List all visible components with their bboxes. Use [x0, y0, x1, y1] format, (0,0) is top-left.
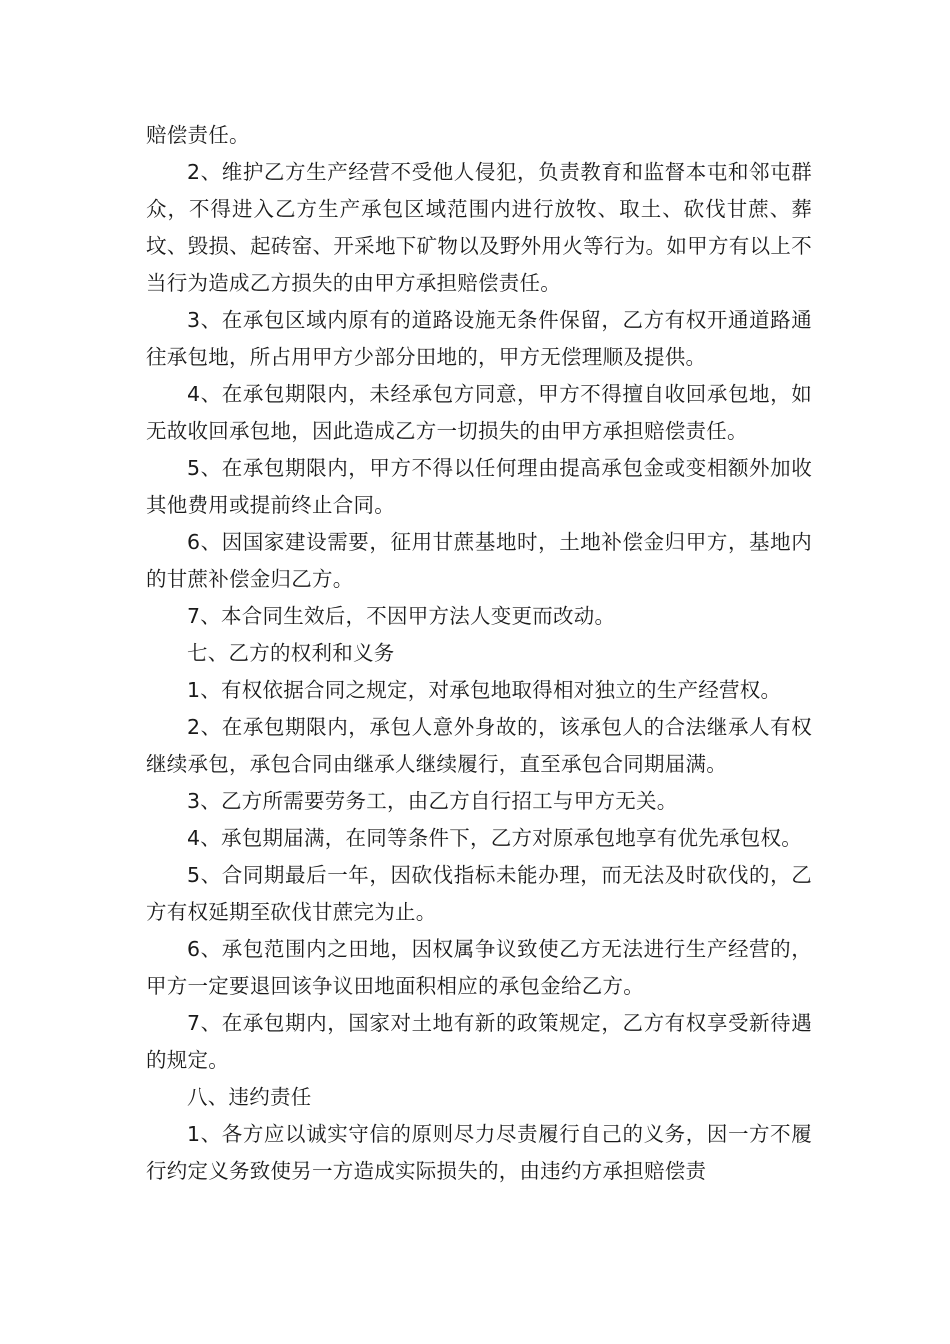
paragraph-continuation: 赔偿责任。	[146, 123, 250, 147]
paragraph-right-2: 2、在承包期限内，承包人意外身故的，该承包人的合法继承人有权继续承包，承包合同由继承人继续履行，直至承包合同期届满。	[146, 715, 812, 776]
paragraph-right-4: 4、承包期届满，在同等条件下，乙方对原承包地享有优先承包权。	[187, 826, 803, 850]
paragraph-clause-7: 7、本合同生效后，不因甲方法人变更而改动。	[187, 604, 616, 628]
paragraph-clause-3: 3、在承包区域内原有的道路设施无条件保留，乙方有权开通道路通往承包地，所占用甲方少部分田地的，甲方无偿理顺及提供。	[146, 308, 812, 369]
paragraph-clause-6: 6、因国家建设需要，征用甘蔗基地时，土地补偿金归甲方，基地内的甘蔗补偿金归乙方。	[146, 530, 812, 591]
paragraph-right-6: 6、承包范围内之田地，因权属争议致使乙方无法进行生产经营的，甲方一定要退回该争议田地面积相应的承包金给乙方。	[146, 937, 812, 998]
paragraph-right-5: 5、合同期最后一年，因砍伐指标未能办理，而无法及时砍伐的，乙方有权延期至砍伐甘蔗完为止。	[146, 863, 812, 924]
paragraph-right-3: 3、乙方所需要劳务工，由乙方自行招工与甲方无关。	[187, 789, 678, 813]
paragraph-breach-1: 1、各方应以诚实守信的原则尽力尽责履行自己的义务，因一方不履行约定义务致使另一方造成实际损失的，由违约方承担赔偿责	[146, 1122, 812, 1183]
paragraph-clause-2: 2、维护乙方生产经营不受他人侵犯，负责教育和监督本屯和邻屯群众，不得进入乙方生产承包区域范围内进行放牧、取土、砍伐甘蔗、葬坟、毁损、起砖窑、开采地下矿物以及野外用火等行为。如甲方有以上不当行为造成乙方损失的由甲方承担赔偿责任。	[146, 160, 812, 295]
paragraph-clause-5: 5、在承包期限内，甲方不得以任何理由提高承包金或变相额外加收其他费用或提前终止合同。	[146, 456, 812, 517]
document-body	[146, 117, 812, 1190]
section-heading-eight: 八、违约责任	[187, 1085, 312, 1109]
paragraph-clause-4: 4、在承包期限内，未经承包方同意，甲方不得擅自收回承包地，如无故收回承包地，因此造成乙方一切损失的由甲方承担赔偿责任。	[146, 382, 812, 443]
section-heading-seven: 七、乙方的权利和义务	[187, 641, 395, 665]
paragraph-right-7: 7、在承包期内，国家对土地有新的政策规定，乙方有权享受新待遇的规定。	[146, 1011, 812, 1072]
paragraph-right-1: 1、有权依据合同之规定，对承包地取得相对独立的生产经营权。	[187, 678, 782, 702]
